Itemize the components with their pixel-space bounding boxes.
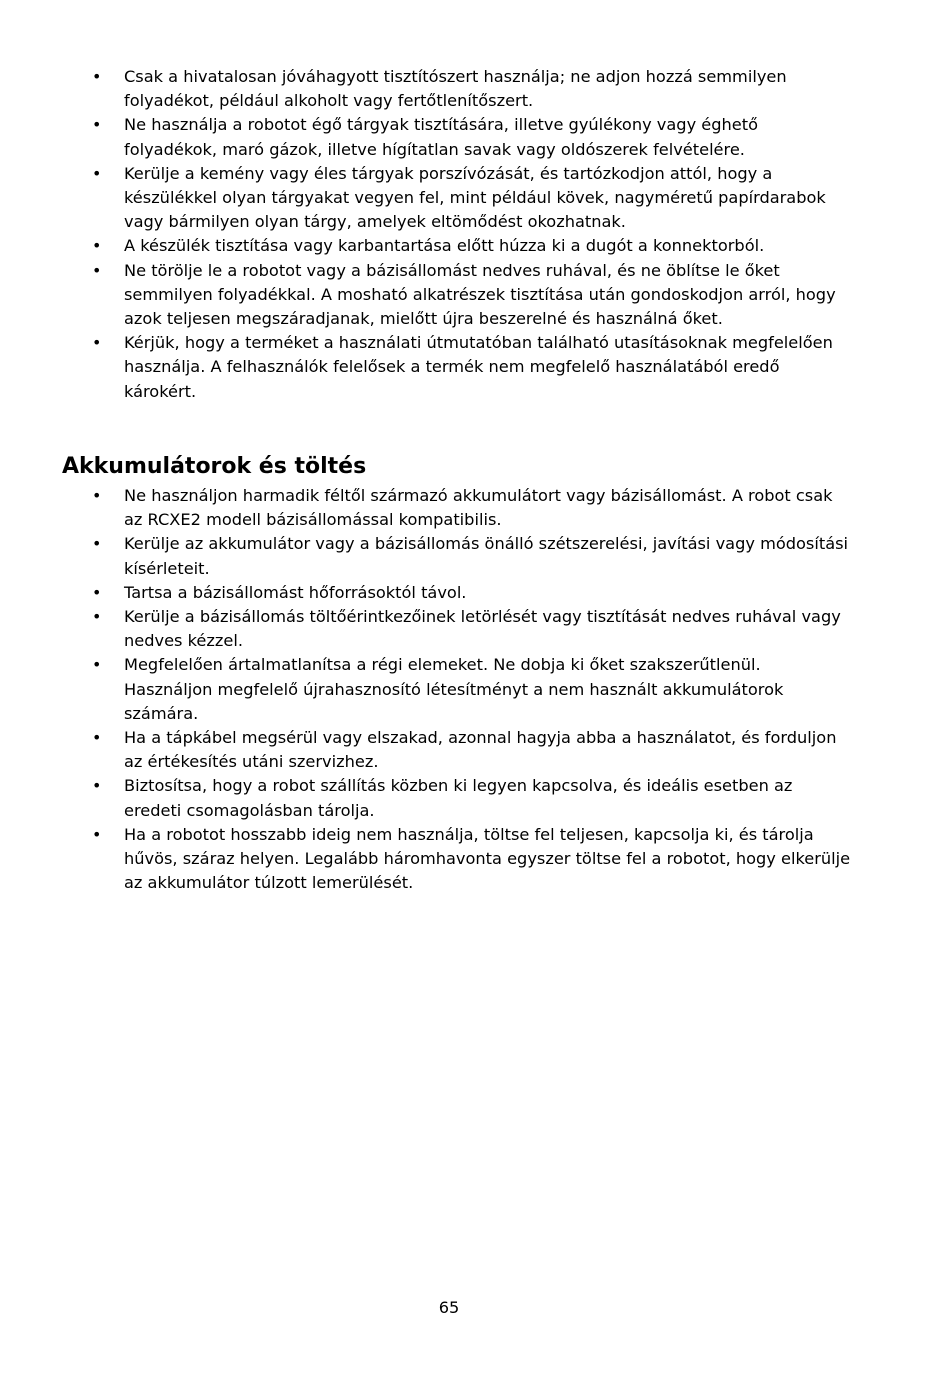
list-item: • Ne használjon harmadik féltől származó akkumulátort vagy bázisállomást. A robot csak az RCXE2 modell bázisállomással kompatibilis. bbox=[92, 484, 852, 532]
page-number: 65 bbox=[438, 1298, 460, 1317]
safety-bullet-list bbox=[92, 65, 852, 404]
list-item: • Megfelelően ártalmatlanítsa a régi elemeket. Ne dobja ki őket szakszerűtlenül. Használjon megfelelő újrahasznosító létesítményt a nem használt akkumulátorok számára. bbox=[92, 653, 852, 726]
list-item: • Tartsa a bázisállomást hőforrásoktól távol. bbox=[92, 581, 852, 605]
list-item: • Biztosítsa, hogy a robot szállítás közben ki legyen kapcsolva, és ideális esetben az eredeti csomagolásban tárolja. bbox=[92, 774, 852, 822]
list-item: • Ne használja a robotot égő tárgyak tisztítására, illetve gyúlékony vagy éghető folyadékok, maró gázok, illetve hígítatlan savak vagy oldószerek felvételére. bbox=[92, 113, 852, 161]
list-item: • Kérjük, hogy a terméket a használati útmutatóban található utasításoknak megfelelően használja. A felhasználók felelősek a termék nem megfelelő használatából eredő károkért. bbox=[92, 331, 852, 404]
list-item: • Ha a tápkábel megsérül vagy elszakad, azonnal hagyja abba a használatot, és forduljon az értékesítés utáni szervizhez. bbox=[92, 726, 852, 774]
list-item: • Ha a robotot hosszabb ideig nem használja, töltse fel teljesen, kapcsolja ki, és tárolja hűvös, száraz helyen. Legalább háromhavonta egyszer töltse fel a robotot, hogy elkerülje az akkumulátor túlzott lemerülését. bbox=[92, 823, 852, 896]
list-item: • Kerülje a kemény vagy éles tárgyak porszívózását, és tartózkodjon attól, hogy a készülékkel olyan tárgyakat vegyen fel, mint például kövek, nagyméretű papírdarabok vagy bármilyen olyan tárgy, amelyek eltömődést okozhatnak. bbox=[92, 162, 852, 235]
section-heading: Akkumulátorok és töltés bbox=[62, 454, 367, 479]
battery-bullet-list bbox=[92, 484, 852, 895]
list-item: • Kerülje az akkumulátor vagy a bázisállomás önálló szétszerelési, javítási vagy módosítási kísérleteit. bbox=[92, 532, 852, 580]
list-item: • Ne törölje le a robotot vagy a bázisállomást nedves ruhával, és ne öblítse le őket semmilyen folyadékkal. A mosható alkatrészek tisztítása után gondoskodjon arról, hogy azok teljesen megszáradjanak, mielőtt újra beszerelné és használná őket. bbox=[92, 259, 852, 332]
list-item: • A készülék tisztítása vagy karbantartása előtt húzza ki a dugót a konnektorból. bbox=[92, 234, 852, 258]
list-item: • Kerülje a bázisállomás töltőérintkezőinek letörlését vagy tisztítását nedves ruhával vagy nedves kézzel. bbox=[92, 605, 852, 653]
list-item: • Csak a hivatalosan jóváhagyott tisztítószert használja; ne adjon hozzá semmilyen folyadékot, például alkoholt vagy fertőtlenítőszert. bbox=[92, 65, 852, 113]
